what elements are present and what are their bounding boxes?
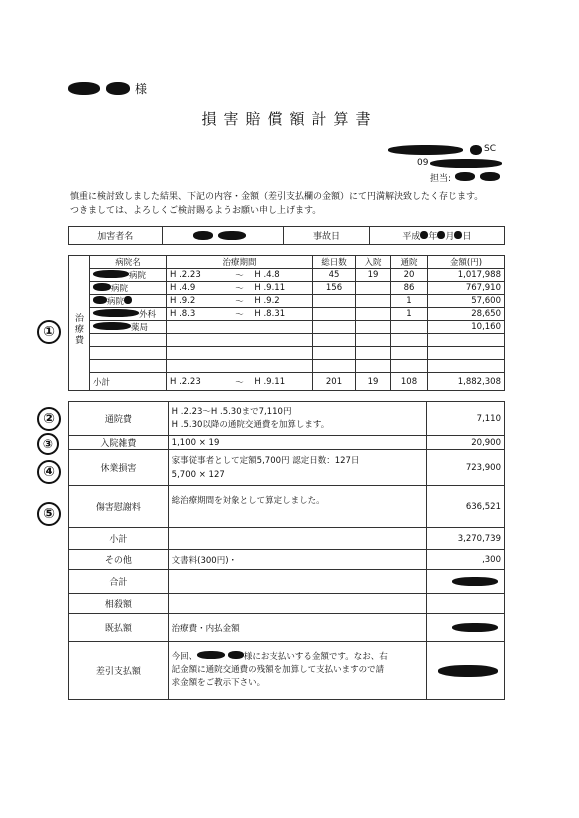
table-row: 薬局 10,160 [69, 321, 505, 334]
table-row [69, 347, 505, 360]
table-row: 小計 3,270,739 [69, 528, 505, 550]
items-table [68, 401, 505, 700]
accident-date-label: 事故日 [284, 227, 370, 245]
item-amount: 636,521 [427, 486, 505, 528]
item-label: 休業損害 [69, 450, 169, 486]
accident-date: 平成 年 月 日 [369, 227, 504, 245]
subtotal-row: 小計 H .2.23 〜 H .9.11 201 19 108 1,882,308 [69, 373, 505, 391]
offender-label: 加害者名 [69, 227, 163, 245]
item-amount: 7,110 [427, 402, 505, 436]
table-row: 外科 H .8.3 〜 H .8.31 1 28,650 [69, 308, 505, 321]
item-amount: 20,900 [427, 436, 505, 450]
hospital-name: 病院 [90, 295, 167, 308]
document-title: 損害賠償額計算書 [201, 110, 378, 128]
table-row: 病院 H .9.2 〜 H .9.2 1 57,600 [69, 295, 505, 308]
intro-line-1: 慎重に検討致しました結果、下記の内容・金額（差引支払欄の金額）にて円満解決致したく存じます。 [70, 192, 484, 202]
hospital-name: 薬局 [90, 321, 167, 334]
sender-contact: 担当: [430, 174, 452, 184]
header-hospital: 病院名 [90, 256, 167, 269]
marker-5: ⑤ [37, 502, 61, 526]
recipient-suffix: 様 [135, 82, 148, 96]
hospital-name: 病院 [90, 269, 167, 282]
table-row: 治療費 病院 H .2.23 〜 H .4.8 45 19 20 1,017,988 [69, 269, 505, 282]
redacted-contact [455, 172, 475, 181]
header-period: 治療期間 [167, 256, 313, 269]
treatment-cost-label: 治療費 [69, 269, 90, 391]
table-row: 通院費 H .2.23〜H .5.30まで7,110円 H .5.30以降の通院交通費を加算します。 7,110 [69, 402, 505, 436]
sender-phone: 09 [417, 158, 429, 168]
marker-4: ④ [37, 460, 61, 484]
info-table [68, 226, 505, 245]
table-row: 既払額 治療費・内払金額 [69, 614, 505, 642]
item-amount: 723,900 [427, 450, 505, 486]
hospital-name: 病院 [90, 282, 167, 295]
table-row: 合計 [69, 570, 505, 594]
table-row: 入院雑費 1,100 × 19 20,900 [69, 436, 505, 450]
header-total-days: 総日数 [313, 256, 356, 269]
redacted-contact [480, 172, 500, 181]
intro-line-2: つきましては、よろしくご検討賜るようお願い申し上げます。 [70, 206, 322, 216]
table-row: その他 文書料(300円)・ ,300 [69, 550, 505, 570]
table-row: 傷害慰謝料 総治療期間を対象として算定しました。 636,521 [69, 486, 505, 528]
table-row: 病院 H .4.9 〜 H .9.11 156 86 767,910 [69, 282, 505, 295]
medical-table [68, 255, 505, 391]
marker-2: ② [37, 407, 61, 431]
redacted-company [388, 145, 463, 155]
redacted-name [106, 82, 130, 95]
item-label: 入院雑費 [69, 436, 169, 450]
table-row: 相殺額 [69, 594, 505, 614]
header-amount: 金額(円) [428, 256, 505, 269]
header-inpatient: 入院 [356, 256, 391, 269]
table-row [69, 334, 505, 347]
offender-name [162, 227, 284, 245]
table-row [69, 360, 505, 373]
marker-3: ③ [37, 433, 59, 455]
redacted-phone [430, 159, 502, 168]
item-label: 通院費 [69, 402, 169, 436]
hospital-name: 外科 [90, 308, 167, 321]
redacted-company [470, 145, 482, 155]
marker-1: ① [37, 320, 61, 344]
header-outpatient: 通院 [391, 256, 428, 269]
redacted-name [68, 82, 100, 95]
item-label: 傷害慰謝料 [69, 486, 169, 528]
table-row: 休業損害 家事従事者として定額5,700円 認定日数：127日 5,700 × 127 723,900 [69, 450, 505, 486]
table-row: 差引支払額 今回、 様にお支払いする金額です。なお、右 記金額に通院交通費の残額を加算して支払いますので請 求金額をご教示下さい。 [69, 642, 505, 700]
sender-company: SC [484, 144, 496, 154]
